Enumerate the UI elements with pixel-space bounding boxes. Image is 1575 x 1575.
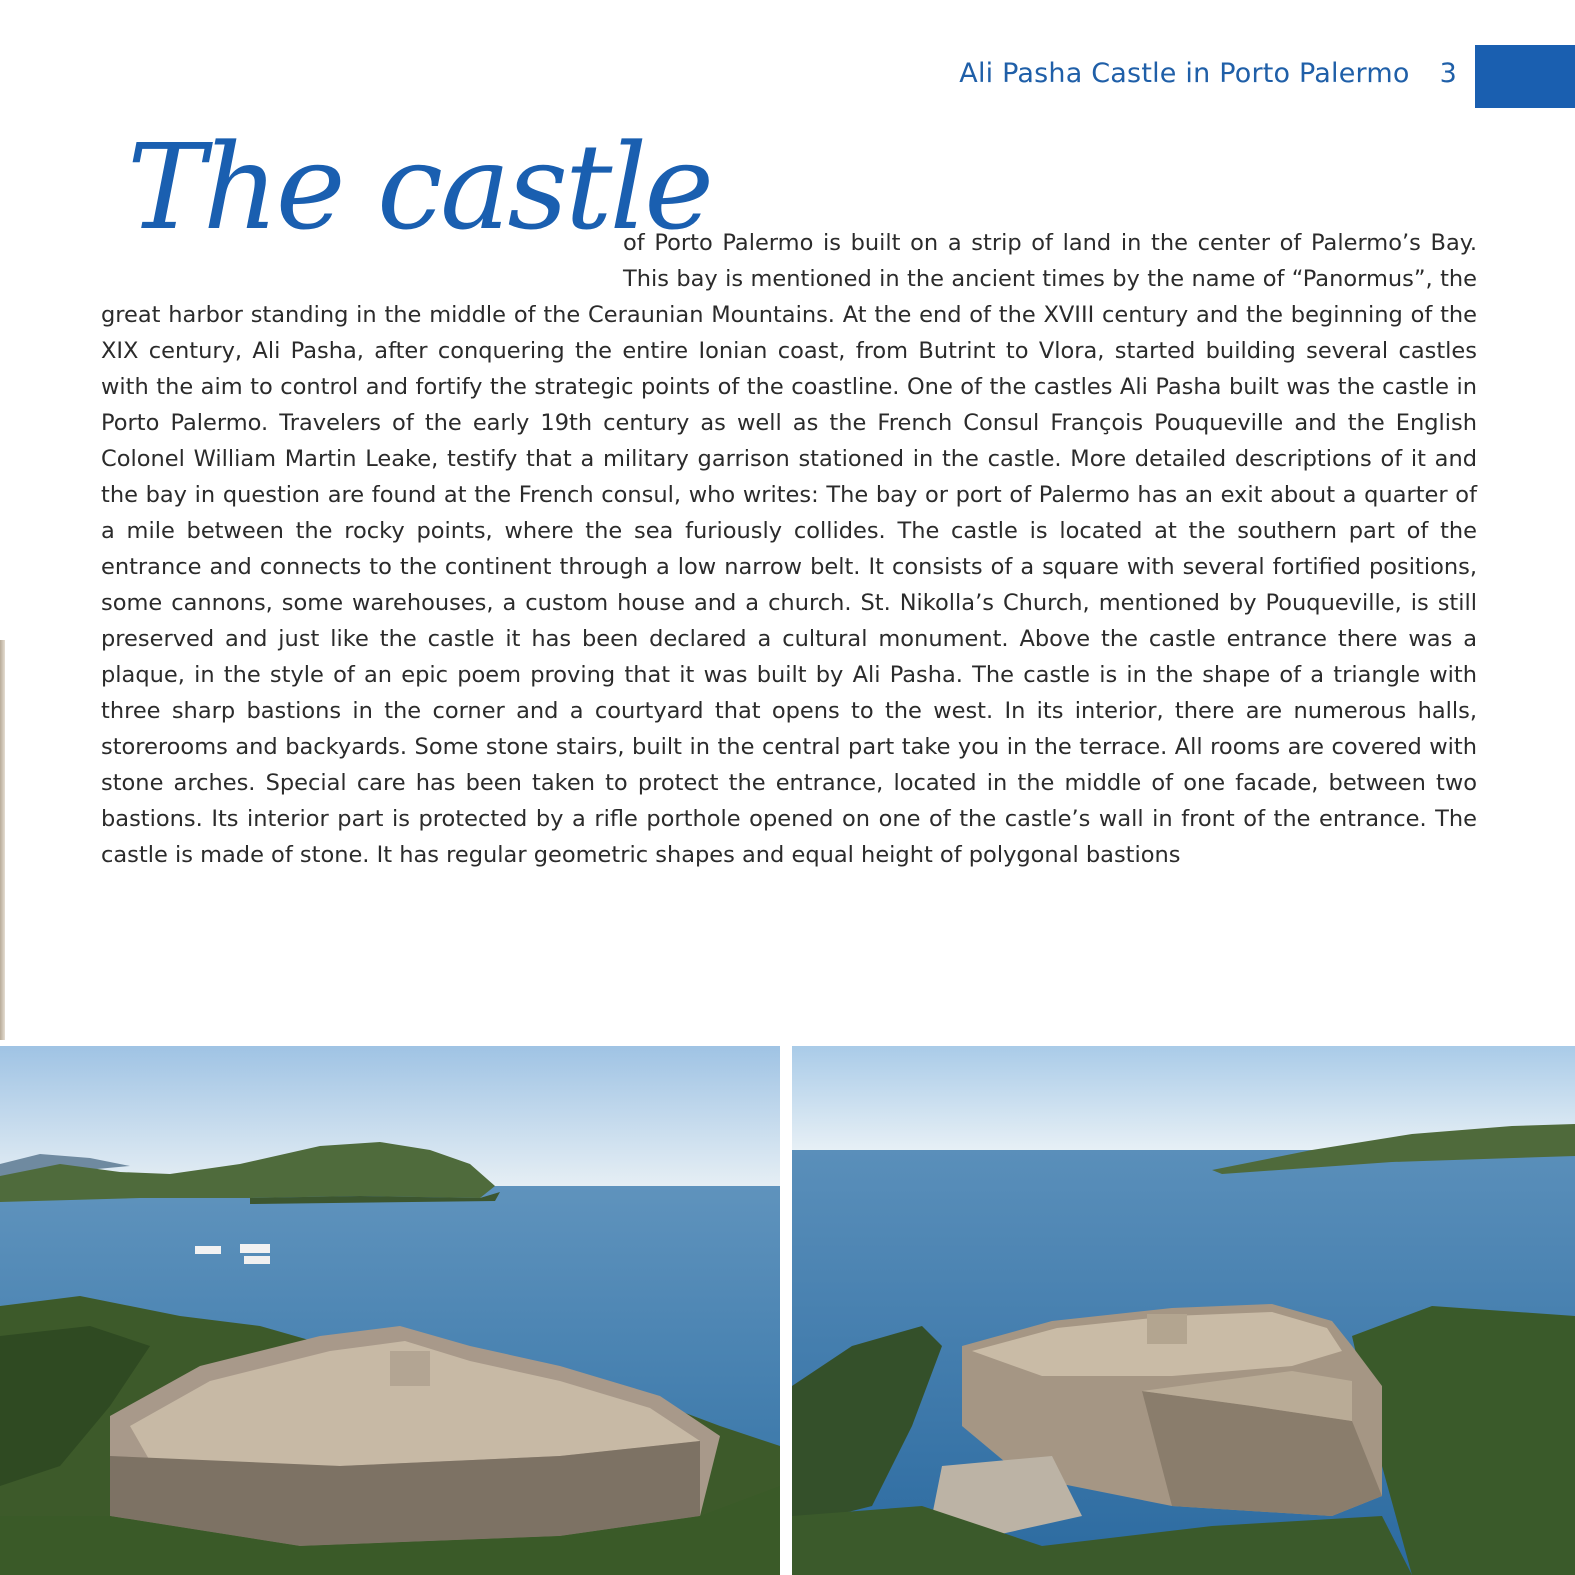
binding-edge-strip — [0, 640, 5, 1040]
photo-castle-aerial-left — [0, 1046, 780, 1575]
running-header — [959, 58, 1457, 89]
drop-title — [127, 118, 712, 268]
running-title: Ali Pasha Castle in Porto Palermo — [959, 58, 1410, 89]
page-number: 3 — [1439, 58, 1457, 89]
article — [101, 118, 1477, 873]
article-body: of Porto Palermo is built on a strip of land in the center of Palermo’s Bay. This bay is mentioned in the ancient times by the name of “Panormus”, the great harbor standing in the middle of the Ceraunian Mountains. At the end of the XVIII century and the beginning of the XIX century, Ali Pasha, after conquering the entire Ionian coast, from Butrint to Vlora, started building several castles with the aim to control and fortify the strategic points of the coastline. One of the castles Ali Pasha built was the castle in Porto Palermo. Travelers of the early 19th century as well as the French Consul François Pouqueville and the English Colonel William Martin Leake, testify that a military garrison stationed in the castle. More detailed descriptions of it and the bay in question are found at the French consul, who writes: The bay or port of Palermo has an exit about a quarter of a mile between the rocky points, where the sea furiously collides. The castle is located at the southern part of the entrance and connects to the continent through a low narrow belt. It consists of a square with several fortified positions, some cannons, some warehouses, a custom house and a church. St. Nikolla’s Church, mentioned by Pouqueville, is still preserved and just like the castle it has been declared a cultural monument. Above the castle entrance there was a plaque, in the style of an epic poem proving that it was built by Ali Pasha. The castle is in the shape of a triangle with three sharp bastions in the corner and a courtyard that opens to the west. In its interior, there are numerous halls, storerooms and backyards. Some stone stairs, built in the central part take you in the terrace. All rooms are covered with stone arches. Special care has been taken to protect the entrance, located in the middle of one facade, between two bastions. Its interior part is protected by a rifle porthole opened on one of the castle’s wall in front of the entrance. The castle is made of stone. It has regular geometric shapes and equal height of polygonal bastions — [101, 230, 1477, 868]
page-tab-marker — [1475, 45, 1575, 108]
photo-castle-aerial-right — [792, 1046, 1575, 1575]
drop-title-text: The castle — [127, 118, 712, 256]
